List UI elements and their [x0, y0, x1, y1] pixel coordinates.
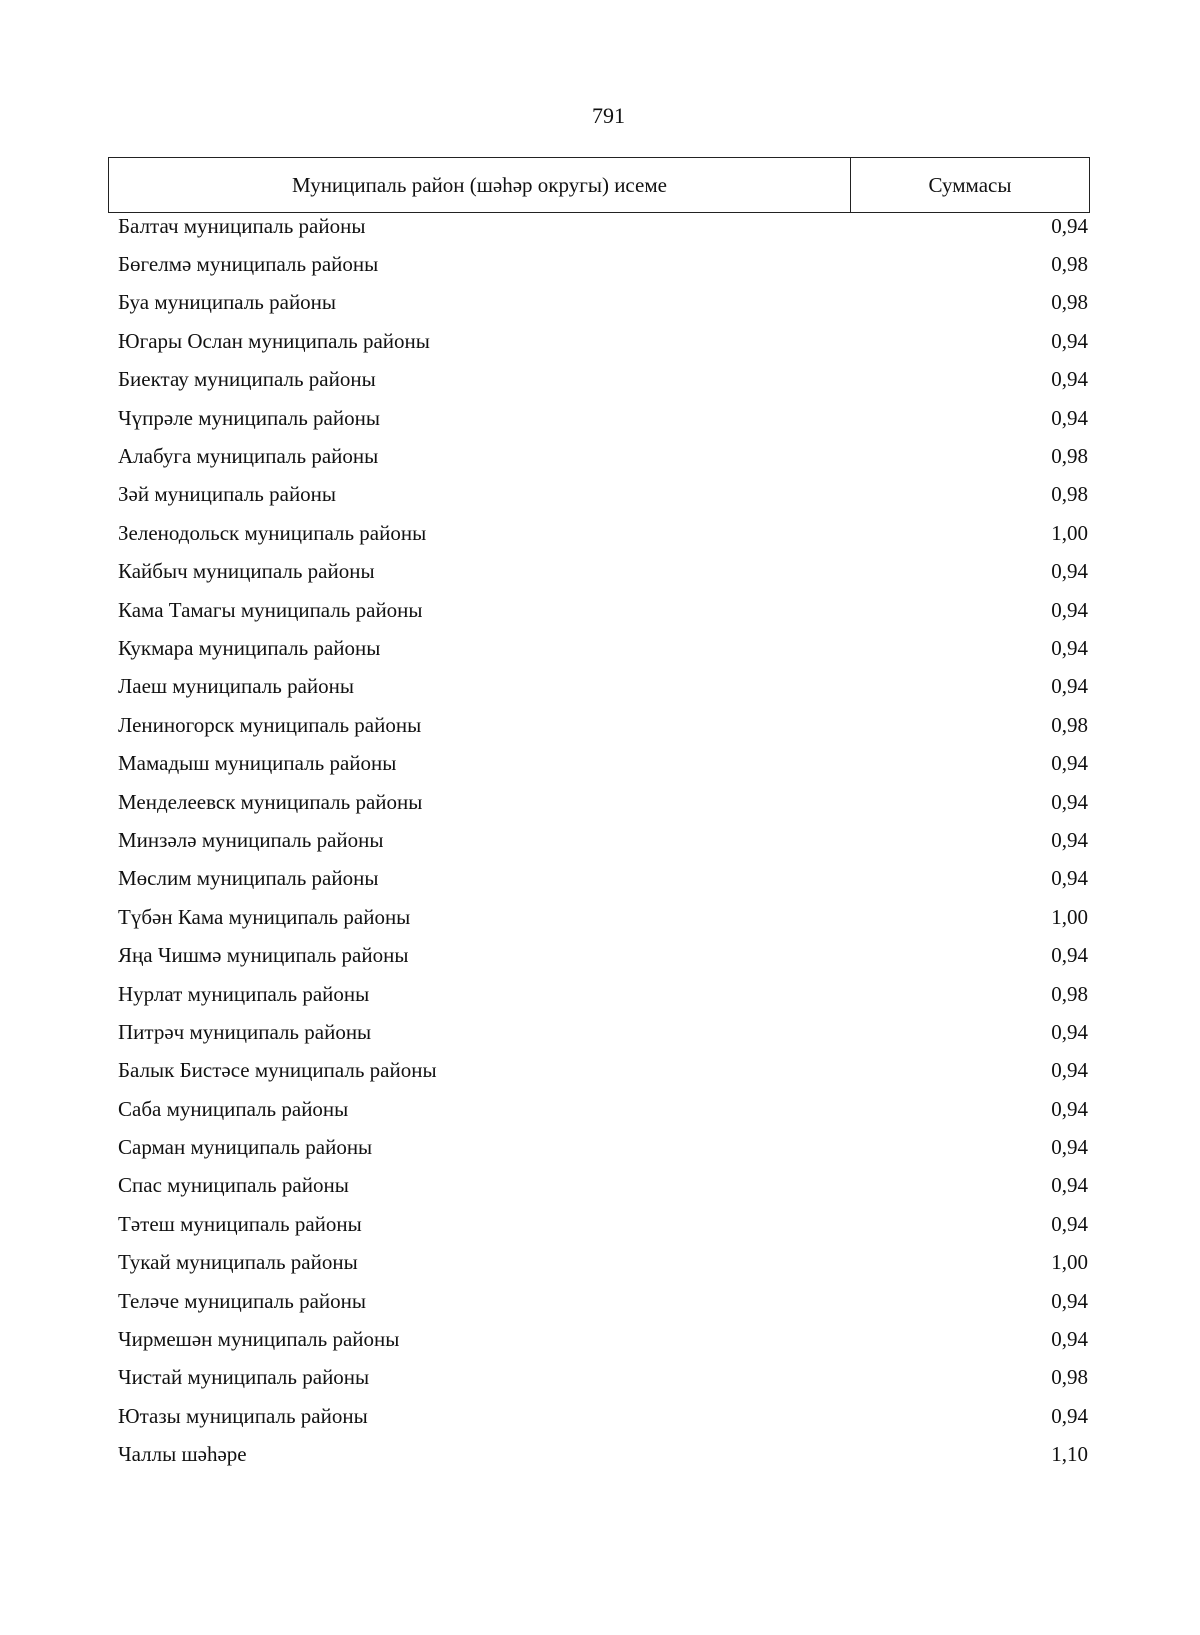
- table-row: [118, 1128, 1090, 1166]
- sum-value: 0,98: [1051, 290, 1088, 315]
- district-name: Чистай муниципаль районы: [118, 1365, 370, 1390]
- district-name: Ютазы муниципаль районы: [118, 1403, 368, 1428]
- sum-value: 0,94: [1051, 213, 1088, 238]
- district-name: Менделеевск муниципаль районы: [118, 789, 423, 814]
- district-name: Питрәч муниципаль районы: [118, 1019, 372, 1044]
- table-row: [118, 629, 1090, 667]
- table-header: [108, 157, 1090, 213]
- district-name: Чаллы шәһәре: [118, 1442, 247, 1467]
- district-name: Спас муниципаль районы: [118, 1173, 349, 1198]
- table-row: [118, 1397, 1090, 1435]
- table-row: [118, 1090, 1090, 1128]
- sum-value: 0,98: [1051, 981, 1088, 1006]
- district-name: Бөгелмә муниципаль районы: [118, 252, 379, 277]
- sum-value: 1,00: [1051, 520, 1088, 545]
- column-header-sum: Суммасы: [928, 172, 1012, 197]
- sum-value: 0,94: [1051, 1173, 1088, 1198]
- district-name: Нурлат муниципаль районы: [118, 981, 370, 1006]
- sum-value: 0,94: [1051, 405, 1088, 430]
- column-header-name: Муниципаль район (шәһәр округы) исеме: [109, 158, 851, 212]
- sum-value: 0,98: [1051, 444, 1088, 469]
- district-name: Түбән Кама муниципаль районы: [118, 904, 411, 929]
- sum-value: 0,94: [1051, 827, 1088, 852]
- table-row: [118, 591, 1090, 629]
- district-name: Чирмешән муниципаль районы: [118, 1327, 400, 1352]
- table-row: [118, 553, 1090, 591]
- table-row: [118, 744, 1090, 782]
- table-row: [118, 860, 1090, 898]
- table-row: [118, 975, 1090, 1013]
- table-row: [118, 936, 1090, 974]
- table-body: [118, 207, 1090, 1474]
- district-name: Алабуга муниципаль районы: [118, 444, 379, 469]
- sum-value: 0,94: [1051, 1288, 1088, 1313]
- sum-value: 0,94: [1051, 751, 1088, 776]
- sum-value: 1,00: [1051, 904, 1088, 929]
- sum-value: 0,94: [1051, 635, 1088, 660]
- sum-value: 0,94: [1051, 328, 1088, 353]
- table-row: [118, 821, 1090, 859]
- sum-value: 0,94: [1051, 1135, 1088, 1160]
- sum-value: 0,94: [1051, 1058, 1088, 1083]
- sum-value: 0,98: [1051, 712, 1088, 737]
- district-name: Кукмара муниципаль районы: [118, 635, 381, 660]
- table-row: [118, 476, 1090, 514]
- sum-value: 0,98: [1051, 482, 1088, 507]
- table-row: [118, 322, 1090, 360]
- table-row: [118, 1244, 1090, 1282]
- district-name: Яңа Чишмә муниципаль районы: [118, 943, 409, 968]
- table-row: [118, 1205, 1090, 1243]
- table-row: [118, 1052, 1090, 1090]
- district-name: Кайбыч муниципаль районы: [118, 559, 375, 584]
- district-name: Тәтеш муниципаль районы: [118, 1211, 362, 1236]
- sum-value: 0,94: [1051, 597, 1088, 622]
- table-row: [118, 245, 1090, 283]
- table-row: [118, 514, 1090, 552]
- sum-value: 0,94: [1051, 789, 1088, 814]
- sum-value: 0,94: [1051, 559, 1088, 584]
- sum-value: 0,94: [1051, 943, 1088, 968]
- sum-value: 0,94: [1051, 1211, 1088, 1236]
- table-row: [118, 284, 1090, 322]
- table-row: [118, 706, 1090, 744]
- district-name: Зеленодольск муниципаль районы: [118, 520, 427, 545]
- table-row: [118, 1359, 1090, 1397]
- table-row: [118, 1282, 1090, 1320]
- district-name: Югары Ослан муниципаль районы: [118, 328, 430, 353]
- sum-value: 0,94: [1051, 866, 1088, 891]
- table-row: [118, 437, 1090, 475]
- district-name: Сарман муниципаль районы: [118, 1135, 373, 1160]
- district-name: Мамадыш муниципаль районы: [118, 751, 397, 776]
- sum-value: 1,00: [1051, 1250, 1088, 1275]
- sum-value: 0,98: [1051, 252, 1088, 277]
- table-row: [118, 1167, 1090, 1205]
- district-name: Минзәлә муниципаль районы: [118, 827, 384, 852]
- district-name: Чүпрәле муниципаль районы: [118, 405, 380, 430]
- district-name: Тукай муниципаль районы: [118, 1250, 358, 1275]
- sum-value: 1,10: [1051, 1442, 1088, 1467]
- table-row: [118, 361, 1090, 399]
- sum-value: 0,94: [1051, 1096, 1088, 1121]
- page-number: 791: [592, 103, 625, 128]
- sum-value: 0,98: [1051, 1365, 1088, 1390]
- sum-value: 0,94: [1051, 1019, 1088, 1044]
- table-row: [118, 1320, 1090, 1358]
- district-name: Саба муниципаль районы: [118, 1096, 349, 1121]
- sum-value: 0,94: [1051, 1327, 1088, 1352]
- district-name: Теләче муниципаль районы: [118, 1288, 366, 1313]
- table-row: [118, 668, 1090, 706]
- district-name: Кама Тамагы муниципаль районы: [118, 597, 423, 622]
- table-row: [118, 399, 1090, 437]
- district-name: Балтач муниципаль районы: [118, 213, 366, 238]
- table-row: [118, 1013, 1090, 1051]
- district-name: Лаеш муниципаль районы: [118, 674, 355, 699]
- table-row: [118, 207, 1090, 245]
- district-name: Зәй муниципаль районы: [118, 482, 337, 507]
- district-name: Балык Бистәсе муниципаль районы: [118, 1058, 437, 1083]
- sum-value: 0,94: [1051, 367, 1088, 392]
- district-name: Мөслим муниципаль районы: [118, 866, 379, 891]
- sum-value: 0,94: [1051, 674, 1088, 699]
- district-name: Буа муниципаль районы: [118, 290, 337, 315]
- table-row: [118, 783, 1090, 821]
- table-row: [118, 1436, 1090, 1474]
- district-name: Биектау муниципаль районы: [118, 367, 376, 392]
- sum-value: 0,94: [1051, 1403, 1088, 1428]
- table-row: [118, 898, 1090, 936]
- district-name: Лениногорск муниципаль районы: [118, 712, 422, 737]
